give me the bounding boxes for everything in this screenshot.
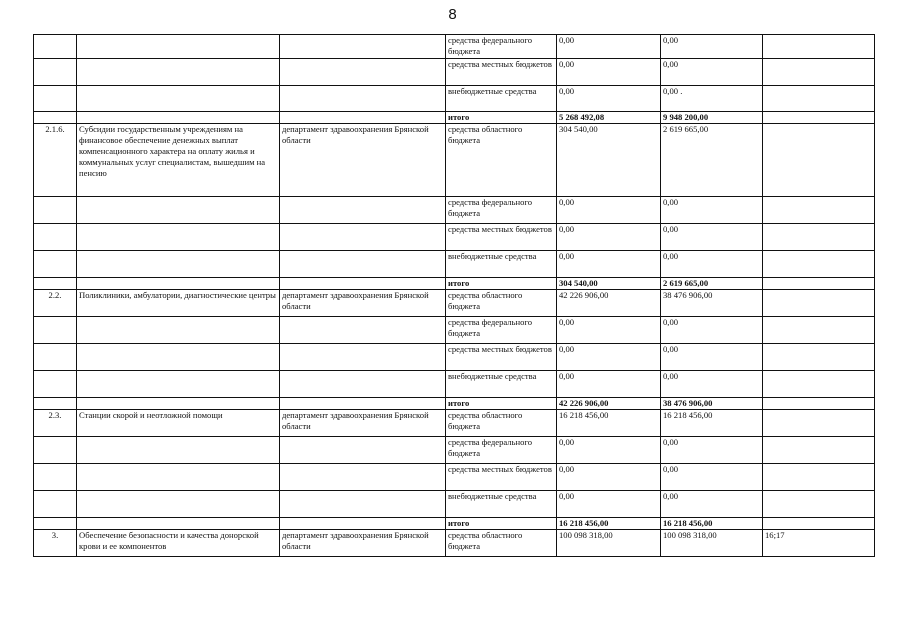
indicator-ref-cell — [763, 35, 875, 59]
amount-year2-cell: 38 476 906,00 — [661, 398, 763, 410]
amount-year1-cell: 304 540,00 — [557, 124, 661, 197]
measure-name-cell — [77, 464, 280, 491]
measure-name-cell — [77, 518, 280, 530]
table-row — [34, 124, 875, 197]
row-number-cell — [34, 251, 77, 278]
amount-year2-cell: 0,00 — [661, 437, 763, 464]
measure-name-cell — [77, 86, 280, 112]
amount-year2-cell: 0,00 — [661, 197, 763, 224]
funding-source-cell: средства местных бюджетов — [446, 224, 557, 251]
indicator-ref-cell — [763, 290, 875, 317]
executor-cell — [280, 59, 446, 86]
measure-name-cell — [77, 437, 280, 464]
executor-cell — [280, 278, 446, 290]
amount-year2-cell: 0,00 — [661, 371, 763, 398]
indicator-ref-cell — [763, 518, 875, 530]
indicator-ref-cell — [763, 278, 875, 290]
row-number-cell — [34, 278, 77, 290]
measure-name-cell — [77, 371, 280, 398]
table-row — [34, 371, 875, 398]
amount-year1-cell: 42 226 906,00 — [557, 290, 661, 317]
executor-cell — [280, 491, 446, 518]
funding-source-cell: средства областного бюджета — [446, 124, 557, 197]
indicator-ref-cell — [763, 112, 875, 124]
row-number-cell — [34, 344, 77, 371]
amount-year2-cell: 9 948 200,00 — [661, 112, 763, 124]
row-number-cell — [34, 317, 77, 344]
table-row — [34, 464, 875, 491]
amount-year1-cell: 0,00 — [557, 464, 661, 491]
indicator-ref-cell — [763, 124, 875, 197]
indicator-ref-cell — [763, 197, 875, 224]
measure-name-cell — [77, 344, 280, 371]
indicator-ref-cell — [763, 491, 875, 518]
amount-year2-cell: 16 218 456,00 — [661, 518, 763, 530]
funding-source-cell: средства областного бюджета — [446, 530, 557, 557]
indicator-ref-cell — [763, 371, 875, 398]
executor-cell — [280, 224, 446, 251]
funding-source-cell: итого — [446, 518, 557, 530]
indicator-ref-cell — [763, 251, 875, 278]
budget-table — [33, 34, 875, 557]
amount-year2-cell: 0,00 — [661, 344, 763, 371]
executor-cell — [280, 464, 446, 491]
table-row — [34, 491, 875, 518]
table-body — [34, 35, 875, 557]
row-number-cell — [34, 224, 77, 251]
row-number-cell — [34, 437, 77, 464]
measure-name-cell — [77, 197, 280, 224]
table-row — [34, 59, 875, 86]
row-number-cell: 2.1.6. — [34, 124, 77, 197]
measure-name-cell — [77, 224, 280, 251]
measure-name-cell — [77, 59, 280, 86]
measure-name-cell — [77, 398, 280, 410]
executor-cell — [280, 371, 446, 398]
table-row — [34, 35, 875, 59]
amount-year1-cell: 0,00 — [557, 224, 661, 251]
indicator-ref-cell — [763, 86, 875, 112]
table-row-total — [34, 278, 875, 290]
row-number-cell — [34, 35, 77, 59]
amount-year1-cell: 42 226 906,00 — [557, 398, 661, 410]
row-number-cell — [34, 464, 77, 491]
amount-year2-cell: 0,00 — [661, 464, 763, 491]
funding-source-cell: средства федерального бюджета — [446, 437, 557, 464]
row-number-cell — [34, 518, 77, 530]
table-row — [34, 86, 875, 112]
measure-name-cell — [77, 251, 280, 278]
amount-year1-cell: 0,00 — [557, 491, 661, 518]
indicator-ref-cell — [763, 464, 875, 491]
measure-name-cell — [77, 317, 280, 344]
amount-year2-cell: 16 218 456,00 — [661, 410, 763, 437]
table-row — [34, 344, 875, 371]
funding-source-cell: средства областного бюджета — [446, 410, 557, 437]
funding-source-cell: итого — [446, 398, 557, 410]
executor-cell — [280, 112, 446, 124]
executor-cell — [280, 317, 446, 344]
funding-source-cell: итого — [446, 112, 557, 124]
amount-year1-cell: 100 098 318,00 — [557, 530, 661, 557]
amount-year1-cell: 0,00 — [557, 371, 661, 398]
amount-year1-cell: 0,00 — [557, 344, 661, 371]
executor-cell — [280, 251, 446, 278]
executor-cell: департамент здравоохранения Брянской области — [280, 410, 446, 437]
amount-year1-cell: 0,00 — [557, 251, 661, 278]
amount-year1-cell: 0,00 — [557, 437, 661, 464]
amount-year2-cell: 2 619 665,00 — [661, 124, 763, 197]
table-row — [34, 317, 875, 344]
funding-source-cell: итого — [446, 278, 557, 290]
table-row-total — [34, 518, 875, 530]
funding-source-cell: средства федерального бюджета — [446, 197, 557, 224]
amount-year1-cell: 0,00 — [557, 197, 661, 224]
measure-name-cell — [77, 491, 280, 518]
row-number-cell — [34, 398, 77, 410]
amount-year2-cell: 0,00 . — [661, 86, 763, 112]
amount-year2-cell: 0,00 — [661, 35, 763, 59]
amount-year2-cell: 38 476 906,00 — [661, 290, 763, 317]
amount-year2-cell: 0,00 — [661, 317, 763, 344]
table-row — [34, 290, 875, 317]
indicator-ref-cell — [763, 317, 875, 344]
amount-year2-cell: 0,00 — [661, 251, 763, 278]
funding-source-cell: внебюджетные средства — [446, 86, 557, 112]
row-number-cell — [34, 371, 77, 398]
funding-source-cell: средства федерального бюджета — [446, 317, 557, 344]
measure-name-cell: Обеспечение безопасности и качества донорской крови и ее компонентов — [77, 530, 280, 557]
indicator-ref-cell — [763, 437, 875, 464]
executor-cell — [280, 518, 446, 530]
measure-name-cell: Станции скорой и неотложной помощи — [77, 410, 280, 437]
executor-cell — [280, 197, 446, 224]
indicator-ref-cell — [763, 410, 875, 437]
row-number-cell — [34, 491, 77, 518]
indicator-ref-cell — [763, 224, 875, 251]
funding-source-cell: средства областного бюджета — [446, 290, 557, 317]
executor-cell: департамент здравоохранения Брянской области — [280, 124, 446, 197]
table-row — [34, 437, 875, 464]
indicator-ref-cell — [763, 344, 875, 371]
indicator-ref-cell — [763, 398, 875, 410]
funding-source-cell: средства федерального бюджета — [446, 35, 557, 59]
amount-year2-cell: 100 098 318,00 — [661, 530, 763, 557]
amount-year1-cell: 16 218 456,00 — [557, 518, 661, 530]
amount-year1-cell: 16 218 456,00 — [557, 410, 661, 437]
amount-year2-cell: 0,00 — [661, 59, 763, 86]
funding-source-cell: внебюджетные средства — [446, 371, 557, 398]
funding-source-cell: средства местных бюджетов — [446, 344, 557, 371]
page-number: 8 — [448, 6, 457, 23]
amount-year1-cell: 304 540,00 — [557, 278, 661, 290]
measure-name-cell — [77, 35, 280, 59]
amount-year1-cell: 0,00 — [557, 317, 661, 344]
funding-source-cell: средства местных бюджетов — [446, 59, 557, 86]
table-row — [34, 410, 875, 437]
amount-year1-cell: 0,00 — [557, 86, 661, 112]
amount-year2-cell: 0,00 — [661, 224, 763, 251]
table-row — [34, 197, 875, 224]
measure-name-cell: Субсидии государственным учреждениям на финансовое обеспечение денежных выплат компенсационного характера на оплату жилья и коммунальных услуг специалистам, вышедшим на пенсию — [77, 124, 280, 197]
amount-year1-cell: 5 268 492,08 — [557, 112, 661, 124]
executor-cell — [280, 344, 446, 371]
indicator-ref-cell — [763, 59, 875, 86]
amount-year1-cell: 0,00 — [557, 59, 661, 86]
row-number-cell: 2.2. — [34, 290, 77, 317]
indicator-ref-cell: 16;17 — [763, 530, 875, 557]
row-number-cell — [34, 112, 77, 124]
row-number-cell — [34, 86, 77, 112]
table-row — [34, 224, 875, 251]
row-number-cell — [34, 59, 77, 86]
executor-cell — [280, 35, 446, 59]
executor-cell — [280, 86, 446, 112]
row-number-cell: 2.3. — [34, 410, 77, 437]
table-row — [34, 251, 875, 278]
table-row-total — [34, 112, 875, 124]
executor-cell: департамент здравоохранения Брянской области — [280, 530, 446, 557]
funding-source-cell: средства местных бюджетов — [446, 464, 557, 491]
amount-year1-cell: 0,00 — [557, 35, 661, 59]
table-row-total — [34, 398, 875, 410]
measure-name-cell — [77, 112, 280, 124]
measure-name-cell — [77, 278, 280, 290]
row-number-cell — [34, 197, 77, 224]
amount-year2-cell: 0,00 — [661, 491, 763, 518]
table-row — [34, 530, 875, 557]
funding-source-cell: внебюджетные средства — [446, 491, 557, 518]
amount-year2-cell: 2 619 665,00 — [661, 278, 763, 290]
executor-cell — [280, 398, 446, 410]
row-number-cell: 3. — [34, 530, 77, 557]
measure-name-cell: Поликлиники, амбулатории, диагностические центры — [77, 290, 280, 317]
executor-cell — [280, 437, 446, 464]
funding-source-cell: внебюджетные средства — [446, 251, 557, 278]
executor-cell: департамент здравоохранения Брянской области — [280, 290, 446, 317]
